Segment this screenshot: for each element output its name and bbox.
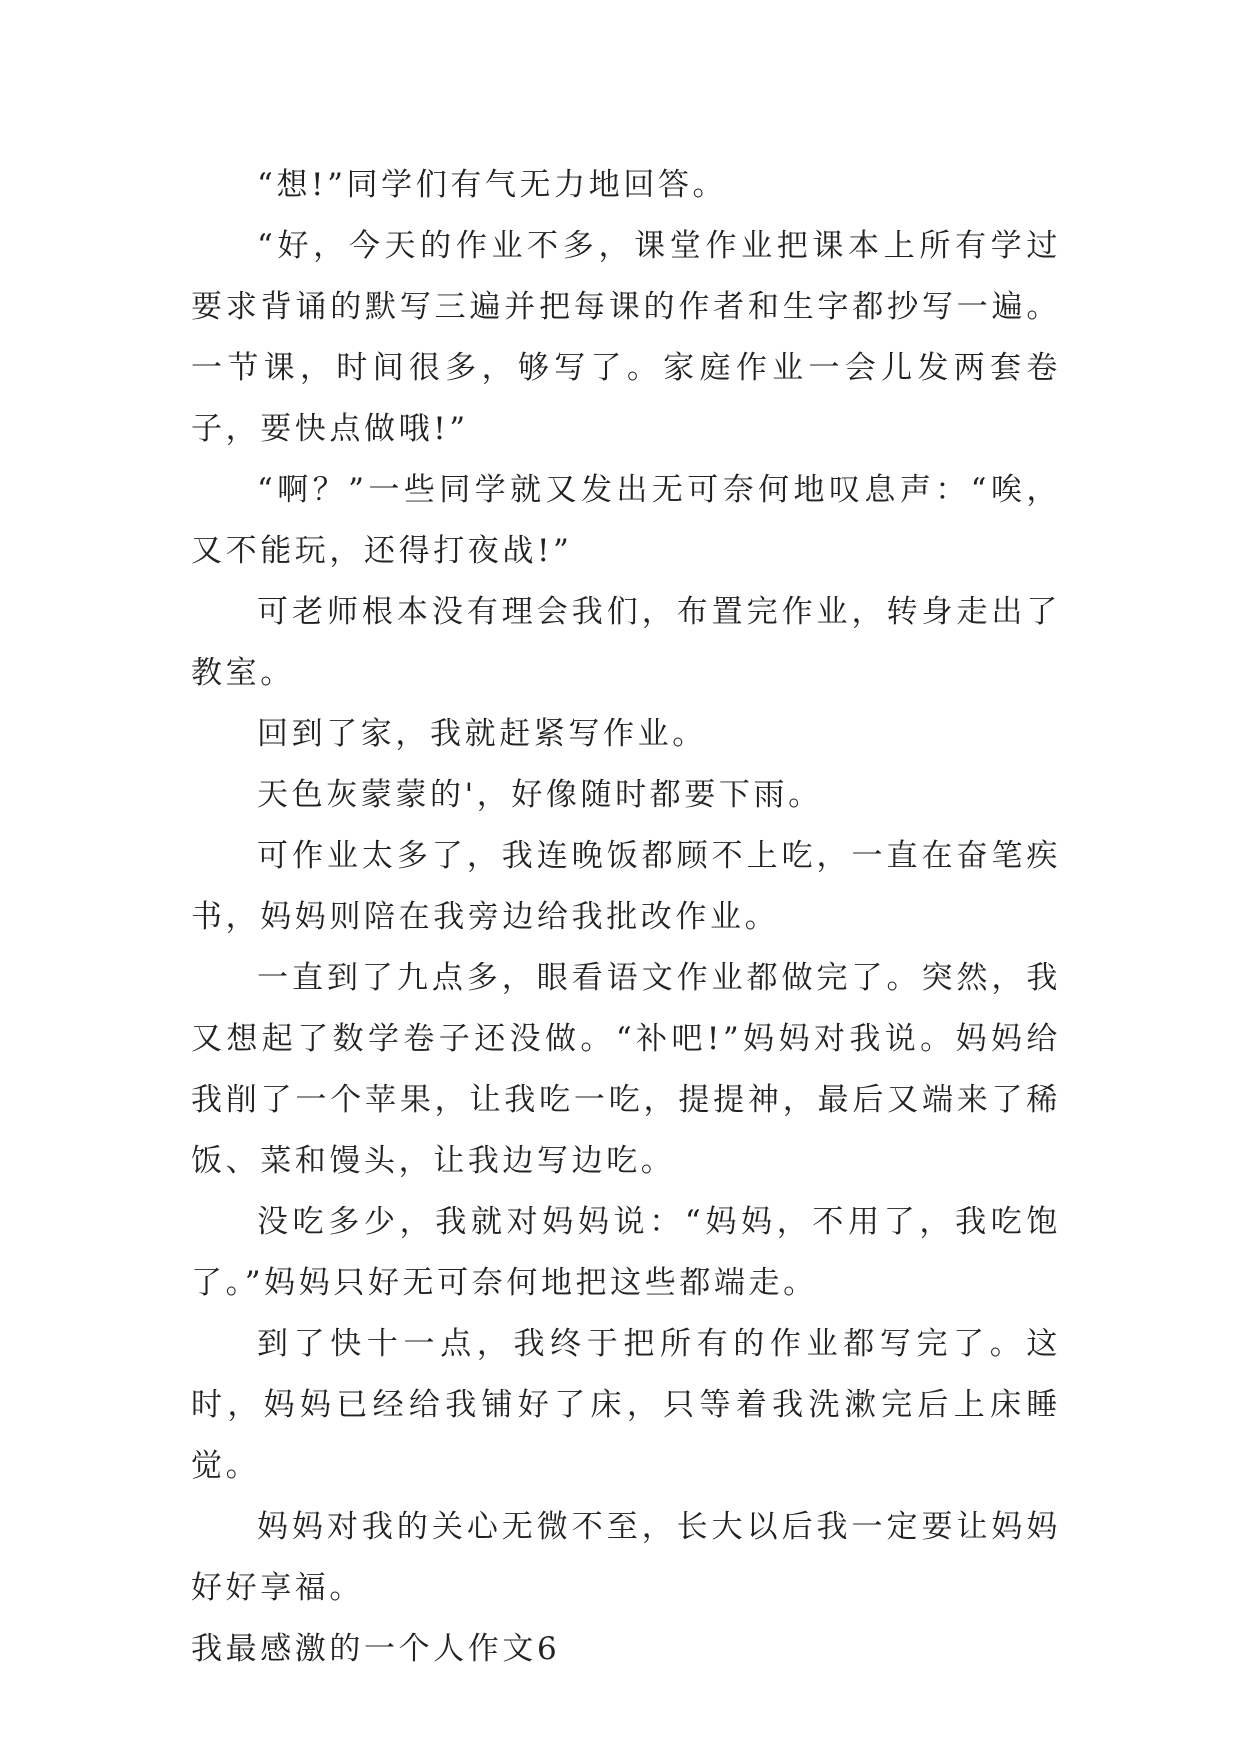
paragraph-11: 妈妈对我的关心无微不至，长大以后我一定要让妈妈好好享福。 <box>191 1509 1061 1606</box>
document-page <box>191 155 1061 1680</box>
paragraph-8: 一直到了九点多，眼看语文作业都做完了。突然，我又想起了数学卷子还没做。“补吧!”妈妈对我说。妈妈给我削了一个苹果，让我吃一吃，提提神，最后又端来了稀饭、菜和馒头，让我边写边吃。 <box>191 960 1061 1179</box>
paragraph-3: “啊？”一些同学就又发出无可奈何地叹息声：“唉，又不能玩，还得打夜战!” <box>191 472 1061 569</box>
paragraph-4: 可老师根本没有理会我们，布置完作业，转身走出了教室。 <box>191 594 1061 691</box>
paragraph-1: “想!”同学们有气无力地回答。 <box>257 167 728 203</box>
section-heading: 我最感激的一个人作文6 <box>191 1631 561 1667</box>
paragraph-6: 天色灰蒙蒙的'，好像随时都要下雨。 <box>257 777 823 813</box>
paragraph-7: 可作业太多了，我连晚饭都顾不上吃，一直在奋笔疾书，妈妈则陪在我旁边给我批改作业。 <box>191 838 1061 935</box>
paragraph-10: 到了快十一点，我终于把所有的作业都写完了。这时，妈妈已经给我铺好了床，只等着我洗漱完后上床睡觉。 <box>191 1326 1061 1484</box>
paragraph-9: 没吃多少，我就对妈妈说：“妈妈，不用了，我吃饱了。”妈妈只好无可奈何地把这些都端走。 <box>191 1204 1061 1301</box>
paragraph-5: 回到了家，我就赶紧写作业。 <box>257 716 707 752</box>
paragraph-2: “好，今天的作业不多，课堂作业把课本上所有学过要求背诵的默写三遍并把每课的作者和生字都抄写一遍。一节课，时间很多，够写了。家庭作业一会儿发两套卷子，要快点做哦!” <box>191 228 1061 447</box>
